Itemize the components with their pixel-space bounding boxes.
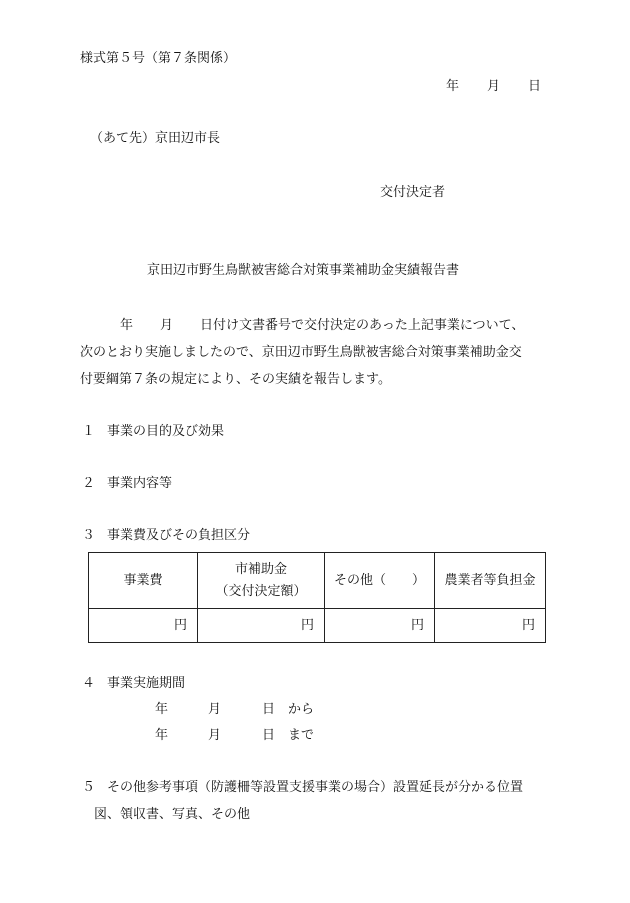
section-3-label: 事業費及びその負担区分 xyxy=(107,528,251,543)
period-to-year: 年 xyxy=(155,728,169,743)
section-2-number: ２ xyxy=(82,476,96,491)
form-number: 様式第５号（第７条関係） xyxy=(80,51,237,66)
body-line2: 次のとおり実施しましたので、京田辺市野生鳥獣被害総合対策事業補助金交 xyxy=(80,345,522,360)
section-3-number: ３ xyxy=(82,528,96,543)
period-to-month: 月 xyxy=(208,728,222,743)
date-year-label: 年 xyxy=(446,79,460,94)
section-5-line2: 図、領収書、写真、その他 xyxy=(94,807,251,822)
cost-allocation-table xyxy=(88,552,546,643)
addressee: （あて先）京田辺市長 xyxy=(90,131,221,146)
section-2-label: 事業内容等 xyxy=(107,476,173,491)
section-1-number: １ xyxy=(82,424,96,439)
header-other: その他（ ） xyxy=(325,553,435,609)
cell-project-cost[interactable]: 円 xyxy=(89,609,198,643)
section-4-label: 事業実施期間 xyxy=(107,676,186,691)
period-from-year: 年 xyxy=(155,702,169,717)
period-to-day: 日 xyxy=(262,728,276,743)
period-to-suffix: まで xyxy=(288,728,315,743)
date-day-label: 日 xyxy=(528,79,542,94)
header-city-subsidy xyxy=(198,553,325,609)
header-city-subsidy-line2: （交付決定額） xyxy=(215,584,307,599)
section-5-line1: その他参考事項（防護柵等設置支援事業の場合）設置延長が分かる位置 xyxy=(107,780,524,795)
body-year-label: 年 xyxy=(120,318,134,333)
cell-city-subsidy[interactable]: 円 xyxy=(198,609,325,643)
cell-farmer-share[interactable]: 円 xyxy=(435,609,546,643)
period-from-day: 日 xyxy=(262,702,276,717)
section-5-number: ５ xyxy=(82,780,96,795)
period-from-month: 月 xyxy=(208,702,222,717)
section-1-label: 事業の目的及び効果 xyxy=(107,424,225,439)
header-farmer-share: 農業者等負担金 xyxy=(435,553,546,609)
date-month-label: 月 xyxy=(487,79,501,94)
cell-other[interactable]: 円 xyxy=(325,609,435,643)
period-from-suffix: から xyxy=(288,702,315,717)
body-month-label: 月 xyxy=(160,318,174,333)
cost-table-value-row xyxy=(89,609,546,643)
document-title: 京田辺市野生鳥獣被害総合対策事業補助金実績報告書 xyxy=(147,263,460,278)
body-line1-rest: 日付け文書番号で交付決定のあった上記事業について、 xyxy=(200,318,525,333)
header-project-cost: 事業費 xyxy=(89,553,198,609)
cost-table-header-row xyxy=(89,553,546,609)
header-city-subsidy-line1: 市補助金 xyxy=(234,562,287,577)
section-4-number: ４ xyxy=(82,676,96,691)
body-line3: 付要綱第７条の規定により、その実績を報告します。 xyxy=(80,372,391,387)
grant-recipient-label: 交付決定者 xyxy=(380,185,446,200)
